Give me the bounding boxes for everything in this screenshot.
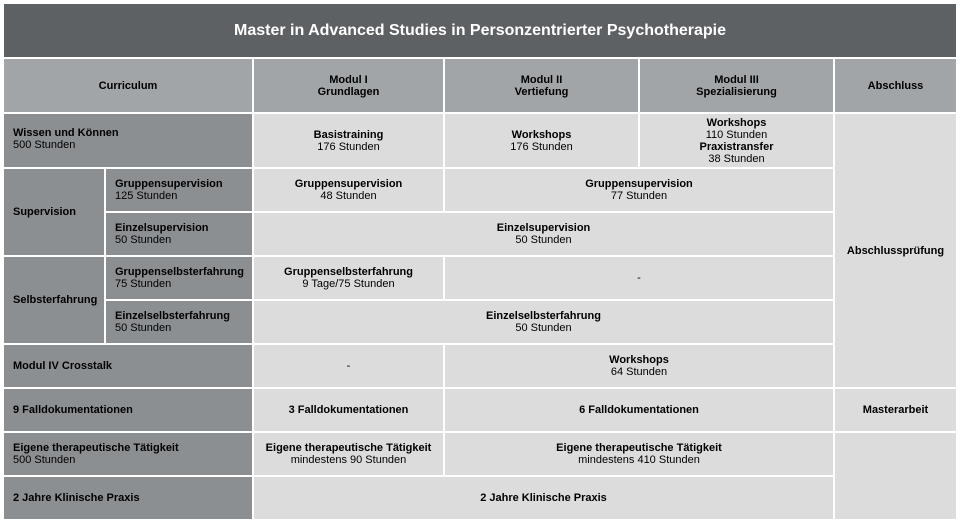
crosstalk-workshops-title: Workshops: [609, 354, 669, 366]
header-modul-1-number: Modul I: [329, 73, 368, 86]
gruppenselbsterfahrung-modul-1: [254, 257, 443, 299]
row-label-gruppenselbsterfahrung: [106, 257, 252, 299]
gruppenselbsterfahrung-modul-1-title: Gruppenselbsterfahrung: [284, 266, 413, 278]
abschluss-empty-cell: [835, 433, 956, 519]
row-label-supervision: Supervision: [4, 169, 104, 255]
table-row: [4, 257, 956, 299]
wissen-modul-2: [445, 114, 638, 167]
header-curriculum: Curriculum: [4, 59, 252, 112]
taetigkeit-modul-1: [254, 433, 443, 475]
einzelsupervision-all-modules: [254, 213, 833, 255]
einzelsupervision-hours: 50 Stunden: [515, 234, 572, 246]
curriculum-table: [2, 57, 958, 521]
row-label-einzelsupervision: [106, 213, 252, 255]
wissen-modul-1-hours: 176 Stunden: [317, 140, 380, 153]
table-row: [4, 433, 956, 475]
header-modul-2-name: Vertiefung: [514, 85, 569, 98]
row-label-wissen-title: Wissen und Können: [13, 127, 119, 139]
gruppenselbsterfahrung-modul-2-3: -: [445, 257, 833, 299]
header-modul-2: [445, 59, 638, 112]
row-label-gruppensupervision-title: Gruppensupervision: [115, 178, 223, 190]
table-row: [4, 213, 956, 255]
row-label-taetigkeit-title: Eigene therapeutische Tätigkeit: [13, 442, 179, 454]
row-label-taetigkeit-hours: 500 Stunden: [13, 454, 76, 466]
row-label-gruppensupervision: [106, 169, 252, 211]
wissen-modul-3-praxistransfer-title: Praxistransfer: [699, 140, 774, 153]
header-modul-3-name: Spezialisierung: [696, 85, 777, 98]
masterarbeit-cell: Masterarbeit: [835, 389, 956, 431]
header-modul-3: [640, 59, 833, 112]
wissen-modul-3-praxistransfer-hours: 38 Stunden: [708, 152, 765, 165]
row-label-crosstalk: Modul IV Crosstalk: [4, 345, 252, 387]
gruppensupervision-modul-2-3-title: Gruppensupervision: [585, 178, 693, 190]
table-row: [4, 301, 956, 343]
falldokumentationen-modul-2-3: 6 Falldokumentationen: [445, 389, 833, 431]
row-label-gruppenselbsterfahrung-title: Gruppenselbsterfahrung: [115, 266, 244, 278]
wissen-modul-1: [254, 114, 443, 167]
crosstalk-modul-1: -: [254, 345, 443, 387]
klinische-praxis-all-modules: 2 Jahre Klinische Praxis: [254, 477, 833, 519]
table-row: [4, 477, 956, 519]
row-label-wissen-hours: 500 Stunden: [13, 139, 76, 151]
crosstalk-workshops-hours: 64 Stunden: [610, 366, 668, 378]
wissen-modul-2-title: Workshops: [511, 128, 572, 141]
header-modul-1-name: Grundlagen: [317, 85, 380, 98]
table-row: [4, 169, 956, 211]
row-label-einzelselbsterfahrung-hours: 50 Stunden: [115, 322, 172, 334]
row-label-selbsterfahrung: Selbsterfahrung: [4, 257, 104, 343]
gruppensupervision-modul-1-hours: 48 Stunden: [320, 190, 377, 202]
crosstalk-modul-2-3: [445, 345, 833, 387]
taetigkeit-modul-2-3: [445, 433, 833, 475]
einzelselbsterfahrung-all-modules: [254, 301, 833, 343]
wissen-modul-3-workshops-hours: 110 Stunden: [705, 128, 768, 141]
gruppenselbsterfahrung-modul-1-hours: 9 Tage/75 Stunden: [302, 278, 395, 290]
wissen-modul-2-hours: 176 Stunden: [510, 140, 573, 153]
table-row: [4, 389, 956, 431]
gruppensupervision-modul-2-3: [445, 169, 833, 211]
table-row: [4, 345, 956, 387]
page-title: Master in Advanced Studies in Personzentrierter Psychotherapie: [4, 4, 956, 57]
taetigkeit-modul-1-title: Eigene therapeutische Tätigkeit: [265, 442, 432, 454]
wissen-modul-1-title: Basistraining: [313, 128, 384, 141]
taetigkeit-modul-1-hours: mindestens 90 Stunden: [290, 454, 407, 466]
wissen-modul-3: [640, 114, 833, 167]
abschlusspruefung-cell: Abschlussprüfung: [835, 114, 956, 387]
row-label-wissen: [4, 114, 252, 167]
row-label-falldokumentationen: 9 Falldokumentationen: [4, 389, 252, 431]
header-modul-2-number: Modul II: [520, 73, 563, 86]
einzelsupervision-title: Einzelsupervision: [496, 222, 591, 234]
gruppensupervision-modul-1: [254, 169, 443, 211]
table-row: [4, 114, 956, 167]
falldokumentationen-modul-1: 3 Falldokumentationen: [254, 389, 443, 431]
row-label-klinische-praxis: 2 Jahre Klinische Praxis: [4, 477, 252, 519]
row-label-gruppenselbsterfahrung-hours: 75 Stunden: [115, 278, 172, 290]
row-label-einzelsupervision-title: Einzelsupervision: [115, 222, 209, 234]
gruppensupervision-modul-1-title: Gruppensupervision: [294, 178, 403, 190]
header-row: [4, 59, 956, 112]
taetigkeit-modul-2-3-title: Eigene therapeutische Tätigkeit: [556, 442, 722, 454]
wissen-modul-3-workshops-title: Workshops: [706, 116, 767, 129]
taetigkeit-modul-2-3-hours: mindestens 410 Stunden: [578, 454, 700, 466]
einzelselbsterfahrung-title: Einzelselbsterfahrung: [486, 310, 601, 322]
header-abschluss: Abschluss: [835, 59, 956, 112]
header-modul-3-number: Modul III: [714, 73, 759, 86]
row-label-einzelselbsterfahrung: [106, 301, 252, 343]
row-label-einzelselbsterfahrung-title: Einzelselbsterfahrung: [115, 310, 230, 322]
gruppensupervision-modul-2-3-hours: 77 Stunden: [610, 190, 668, 202]
header-modul-1: [254, 59, 443, 112]
row-label-einzelsupervision-hours: 50 Stunden: [115, 234, 172, 246]
einzelselbsterfahrung-hours: 50 Stunden: [515, 322, 572, 334]
row-label-gruppensupervision-hours: 125 Stunden: [115, 190, 178, 202]
row-label-taetigkeit: [4, 433, 252, 475]
